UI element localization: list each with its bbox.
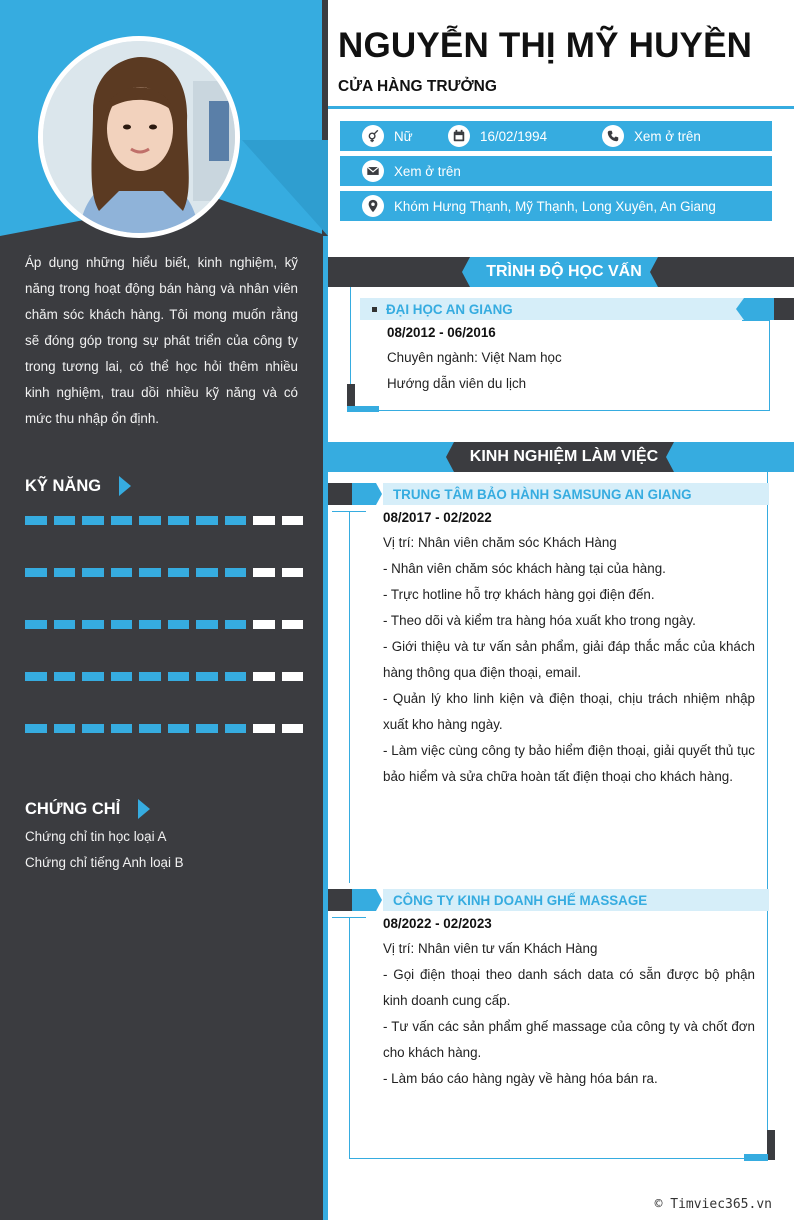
skills-heading <box>25 476 131 496</box>
job-line: - Nhân viên chăm sóc khách hàng tại của hàng. <box>383 561 666 576</box>
skill-segment-filled <box>111 620 133 629</box>
skill-segment-filled <box>168 620 190 629</box>
experience-corner-dark <box>767 1130 775 1160</box>
skill-level-bar <box>25 516 310 525</box>
skill-segment-filled <box>196 724 218 733</box>
skill-item <box>25 714 310 733</box>
job-line: Vị trí: Nhân viên tư vấn Khách Hàng <box>383 941 598 956</box>
gender-value: Nữ <box>394 128 413 144</box>
skill-segment-filled <box>225 724 247 733</box>
career-objective: Áp dụng những hiểu biết, kinh nghiệm, kỹ năng trong hoạt động bán hàng và nhân viên chăm sóc khách hàng. Tôi mong muốn rằng sẽ đóng góp trong sự phát triển của công ty trong tương lai, có thể học hỏi thêm nhiều kinh nghiệm, trau dồi nhiều kỹ năng và có mức thu nhập ổn định. <box>25 255 298 426</box>
skill-segment-empty <box>282 516 304 525</box>
skill-segment-empty <box>253 724 275 733</box>
skill-segment-filled <box>25 516 47 525</box>
avatar <box>38 36 240 238</box>
skill-segment-filled <box>139 516 161 525</box>
gender-icon <box>362 125 384 147</box>
job-frame-left <box>349 511 350 883</box>
experience-frame-bottom <box>349 1158 769 1159</box>
skill-level-bar <box>25 620 310 629</box>
skill-segment-filled <box>139 620 161 629</box>
skill-segment-filled <box>168 516 190 525</box>
skill-segment-empty <box>282 724 304 733</box>
experience-frame-right <box>767 472 768 1160</box>
email-value: Xem ở trên <box>394 163 461 179</box>
info-row-email <box>340 156 772 186</box>
skill-segment-filled <box>82 672 104 681</box>
job-frame-left <box>349 917 350 1159</box>
skill-segment-filled <box>82 724 104 733</box>
job-lines <box>383 936 755 1092</box>
certificate-item: Chứng chỉ tin học loại A <box>25 829 167 844</box>
job-title: CỬA HÀNG TRƯỞNG <box>338 78 497 95</box>
job-line: - Làm báo cáo hàng ngày về hàng hóa bán ra. <box>383 1071 658 1086</box>
skill-segment-filled <box>82 516 104 525</box>
skill-segment-filled <box>225 516 247 525</box>
phone-icon <box>602 125 624 147</box>
job-line: - Làm việc cùng công ty bảo hiểm điện thoại, giải quyết thủ tục bảo hiểm và sửa chữa hoàn tất điện thoại cho khách hàng. <box>383 743 755 784</box>
gender-info <box>362 125 413 147</box>
skill-item <box>25 506 310 525</box>
education-corner-dark <box>347 384 355 408</box>
education-banner <box>328 257 794 287</box>
skill-segment-filled <box>196 672 218 681</box>
skill-segment-filled <box>111 672 133 681</box>
square-bullet-icon <box>372 307 377 312</box>
skill-segment-filled <box>196 568 218 577</box>
skill-segment-filled <box>54 516 76 525</box>
skill-segment-filled <box>54 568 76 577</box>
skill-item <box>25 558 310 577</box>
experience-banner <box>328 442 794 472</box>
envelope-icon <box>362 160 384 182</box>
skill-level-bar <box>25 568 310 577</box>
job-line: Vị trí: Nhân viên chăm sóc Khách Hàng <box>383 535 617 550</box>
experience-heading: KINH NGHIỆM LÀM VIỆC <box>469 448 659 465</box>
job-company-header <box>383 889 769 911</box>
job-company: TRUNG TÂM BẢO HÀNH SAMSUNG AN GIANG <box>393 486 692 502</box>
education-tag-shape <box>732 298 794 320</box>
skill-segment-filled <box>54 620 76 629</box>
job-company: CÔNG TY KINH DOANH GHẾ MASSAGE <box>393 892 648 908</box>
job-period: 08/2017 - 02/2022 <box>383 510 492 525</box>
education-school: ĐẠI HỌC AN GIANG <box>386 301 513 317</box>
info-row-personal <box>340 121 772 151</box>
arrow-right-icon <box>119 476 131 496</box>
skill-item <box>25 662 310 681</box>
education-frame-top-right <box>742 320 770 321</box>
address-value: Khóm Hưng Thạnh, Mỹ Thạnh, Long Xuyên, An Giang <box>394 198 716 214</box>
job-line: - Theo dõi và kiểm tra hàng hóa xuất kho trong ngày. <box>383 613 696 628</box>
calendar-icon <box>448 125 470 147</box>
phone-value: Xem ở trên <box>634 128 701 144</box>
skill-segment-filled <box>111 724 133 733</box>
skills-heading-text: KỸ NĂNG <box>25 476 102 495</box>
experience-corner-blue <box>744 1154 768 1161</box>
skill-item <box>25 610 310 629</box>
education-school-header <box>360 298 744 320</box>
skill-segment-filled <box>225 672 247 681</box>
skill-segment-filled <box>225 620 247 629</box>
skill-segment-filled <box>225 568 247 577</box>
email-info <box>362 160 461 182</box>
skill-segment-filled <box>196 516 218 525</box>
skill-segment-filled <box>82 568 104 577</box>
footer-credit: © Timviec365.vn <box>654 1197 772 1212</box>
birthday-value: 16/02/1994 <box>480 128 548 144</box>
job-line: - Tư vấn các sản phẩm ghế massage của công ty và chốt đơn cho khách hàng. <box>383 1019 755 1060</box>
skill-segment-filled <box>25 672 47 681</box>
skill-segment-filled <box>168 672 190 681</box>
info-row-address <box>340 191 772 221</box>
skill-segment-empty <box>282 620 304 629</box>
address-info <box>362 195 716 217</box>
skill-segment-empty <box>253 620 275 629</box>
job-tag-shape <box>328 889 384 911</box>
education-major: Chuyên ngành: Việt Nam học <box>387 350 562 365</box>
education-frame-right <box>769 320 770 411</box>
sidebar <box>0 0 328 1220</box>
job-line: - Giới thiệu và tư vấn sản phẩm, giải đáp thắc mắc của khách hàng thông qua điện thoại, email. <box>383 639 755 680</box>
skill-segment-filled <box>139 568 161 577</box>
skill-level-bar <box>25 672 310 681</box>
job-line: - Quản lý kho linh kiện và điện thoại, chịu trách nhiệm nhập xuất kho hàng ngày. <box>383 691 755 732</box>
skill-segment-filled <box>25 568 47 577</box>
skill-segment-empty <box>253 568 275 577</box>
skill-segment-empty <box>253 516 275 525</box>
location-pin-icon <box>362 195 384 217</box>
education-detail: Hướng dẫn viên du lịch <box>387 376 527 391</box>
job-company-header <box>383 483 769 505</box>
avatar-photo <box>43 41 235 233</box>
certificates-heading <box>25 799 150 819</box>
certificate-item: Chứng chỉ tiếng Anh loại B <box>25 855 184 870</box>
education-period: 08/2012 - 06/2016 <box>387 325 496 340</box>
education-corner-blue <box>347 406 379 412</box>
skill-segment-filled <box>54 672 76 681</box>
skill-segment-filled <box>139 672 161 681</box>
skill-segment-filled <box>54 724 76 733</box>
job-lines <box>383 530 755 790</box>
skill-segment-filled <box>25 724 47 733</box>
skill-segment-empty <box>253 672 275 681</box>
skill-segment-filled <box>111 568 133 577</box>
job-period: 08/2022 - 02/2023 <box>383 916 492 931</box>
education-frame-bottom <box>350 410 770 411</box>
skill-segment-empty <box>282 568 304 577</box>
job-line: - Gọi điện thoại theo danh sách data có sẵn được bộ phận kinh doanh cung cấp. <box>383 967 755 1008</box>
candidate-name: NGUYỄN THỊ MỸ HUYỀN <box>338 26 753 65</box>
skill-segment-filled <box>168 568 190 577</box>
skill-segment-filled <box>139 724 161 733</box>
skill-segment-filled <box>111 516 133 525</box>
skill-level-bar <box>25 724 310 733</box>
education-heading: TRÌNH ĐỘ HỌC VẤN <box>486 263 642 280</box>
skill-segment-filled <box>196 620 218 629</box>
job-line: - Trực hotline hỗ trợ khách hàng gọi điện đến. <box>383 587 655 602</box>
skill-segment-filled <box>82 620 104 629</box>
birthday-info <box>448 125 547 147</box>
arrow-right-icon <box>138 799 150 819</box>
skill-segment-empty <box>282 672 304 681</box>
skill-segment-filled <box>168 724 190 733</box>
title-underline <box>328 106 794 109</box>
skill-segment-filled <box>25 620 47 629</box>
job-tag-shape <box>328 483 384 505</box>
phone-info <box>602 125 701 147</box>
sidebar-edge <box>323 236 328 1220</box>
certificates-heading-text: CHỨNG CHỈ <box>25 799 121 818</box>
